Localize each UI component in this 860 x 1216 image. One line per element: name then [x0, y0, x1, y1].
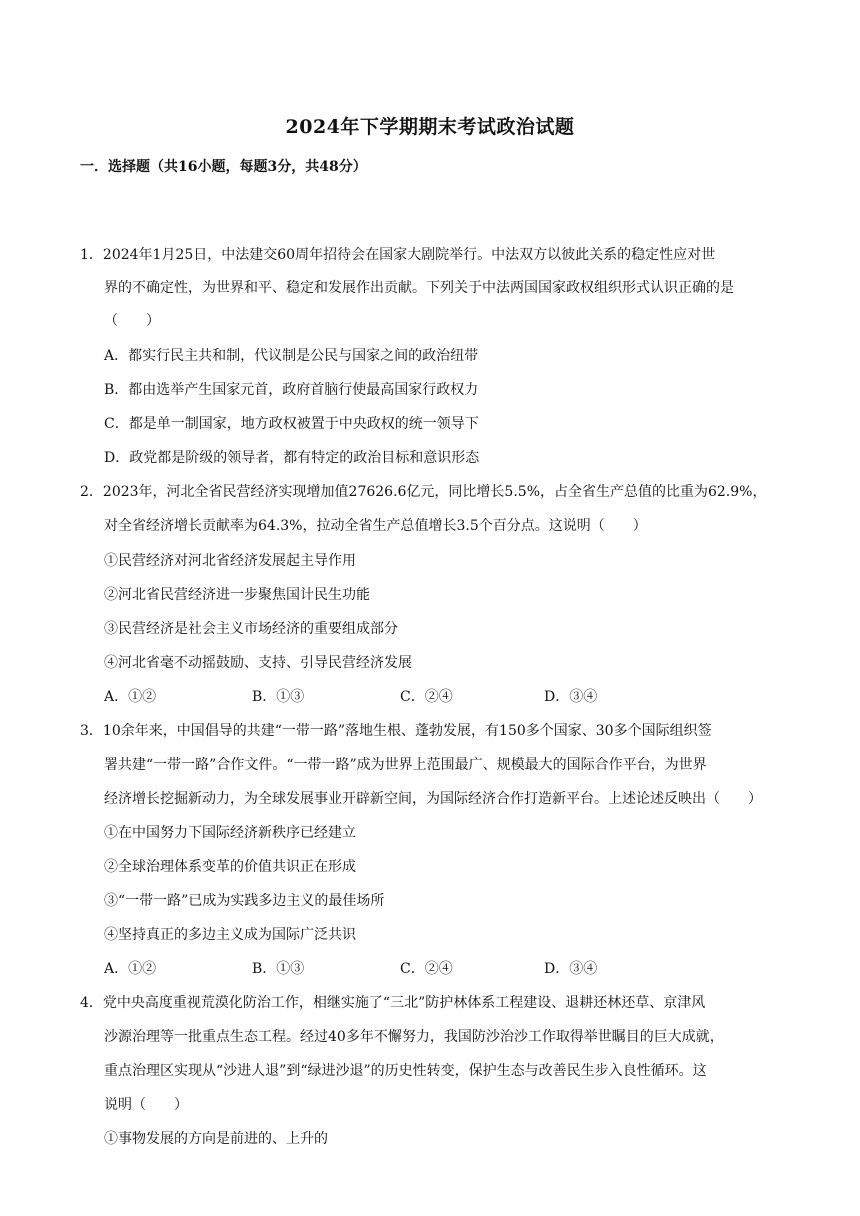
q3-line-1: 3．10余年来，中国倡导的共建“一带一路”落地生根、蓬勃发展，有150多个国家、30多个国际组织签	[80, 723, 712, 739]
q1-option-b: B．都由选举产生国家元首，政府首脑行使最高国家行政权力	[104, 382, 479, 398]
q4-line-2: 沙源治理等一批重点生态工程。经过40多年不懈努力，我国防沙治沙工作取得举世瞩目的巨大成就，	[104, 1029, 724, 1045]
q1-option-c: C．都是单一制国家，地方政权被置于中央政权的统一领导下	[104, 416, 479, 432]
section-heading: 一．选择题（共16小题，每题3分，共48分）	[80, 159, 367, 175]
q3-line-2: 署共建“一带一路”合作文件。“一带一路”成为世界上范围最广、规模最大的国际合作平台，为世界	[104, 757, 707, 773]
q4-line-4: 说明（ ）	[104, 1097, 188, 1113]
q2-option-a: A．①②	[104, 689, 157, 705]
q1-option-a: A．都实行民主共和制，代议制是公民与国家之间的政治纽带	[104, 348, 479, 364]
q4-line-3: 重点治理区实现从“沙进人退”到“绿进沙退”的历史性转变，保护生态与改善民生步入良性循环。这	[104, 1063, 707, 1079]
q2-statement-3: ③民营经济是社会主义市场经济的重要组成部分	[104, 621, 398, 637]
q2-statement-2: ②河北省民营经济进一步聚焦国计民生功能	[104, 587, 370, 603]
q1-line-1: 1．2024年1月25日，中法建交60周年招待会在国家大剧院举行。中法双方以彼此关系的稳定性应对世	[80, 247, 716, 263]
q3-option-c: C．②④	[400, 961, 453, 977]
q3-statement-1: ①在中国努力下国际经济新秩序已经建立	[104, 825, 356, 841]
q2-statement-1: ①民营经济对河北省经济发展起主导作用	[104, 553, 356, 569]
q3-statement-3: ③“一带一路”已成为实践多边主义的最佳场所	[104, 893, 385, 909]
q3-option-d: D．③④	[544, 961, 598, 977]
q2-line-1: 2．2023年，河北全省民营经济实现增加值27626.6亿元，同比增长5.5%，占全省生产总值的比重为62.9%，	[80, 484, 767, 500]
q3-statement-4: ④坚持真正的多边主义成为国际广泛共识	[104, 927, 356, 943]
q4-statement-1: ①事物发展的方向是前进的、上升的	[104, 1131, 328, 1147]
q2-line-2: 对全省经济增长贡献率为64.3%，拉动全省生产总值增长3.5个百分点。这说明（ ）	[104, 518, 647, 534]
q2-option-b: B．①③	[252, 689, 305, 705]
page-title: 2024年下学期期末考试政治试题	[285, 116, 575, 138]
q2-statement-4: ④河北省毫不动摇鼓励、支持、引导民营经济发展	[104, 655, 412, 671]
q3-line-3: 经济增长挖掘新动力，为全球发展事业开辟新空间，为国际经济合作打造新平台。上述论述反映出（ ）	[104, 791, 762, 807]
q4-line-1: 4．党中央高度重视荒漠化防治工作，相继实施了“三北”防护林体系工程建设、退耕还林还草、京津风	[80, 995, 706, 1011]
q1-option-d: D．政党都是阶级的领导者，都有特定的政治目标和意识形态	[104, 450, 480, 466]
q2-option-d: D．③④	[544, 689, 598, 705]
q1-line-2: 界的不确定性，为世界和平、稳定和发展作出贡献。下列关于中法两国国家政权组织形式认识正确的是	[104, 280, 734, 296]
q3-option-a: A．①②	[104, 961, 157, 977]
q2-option-c: C．②④	[400, 689, 453, 705]
q3-statement-2: ②全球治理体系变革的价值共识正在形成	[104, 859, 356, 875]
q1-line-3: （ ）	[104, 313, 160, 329]
q3-option-b: B．①③	[252, 961, 305, 977]
